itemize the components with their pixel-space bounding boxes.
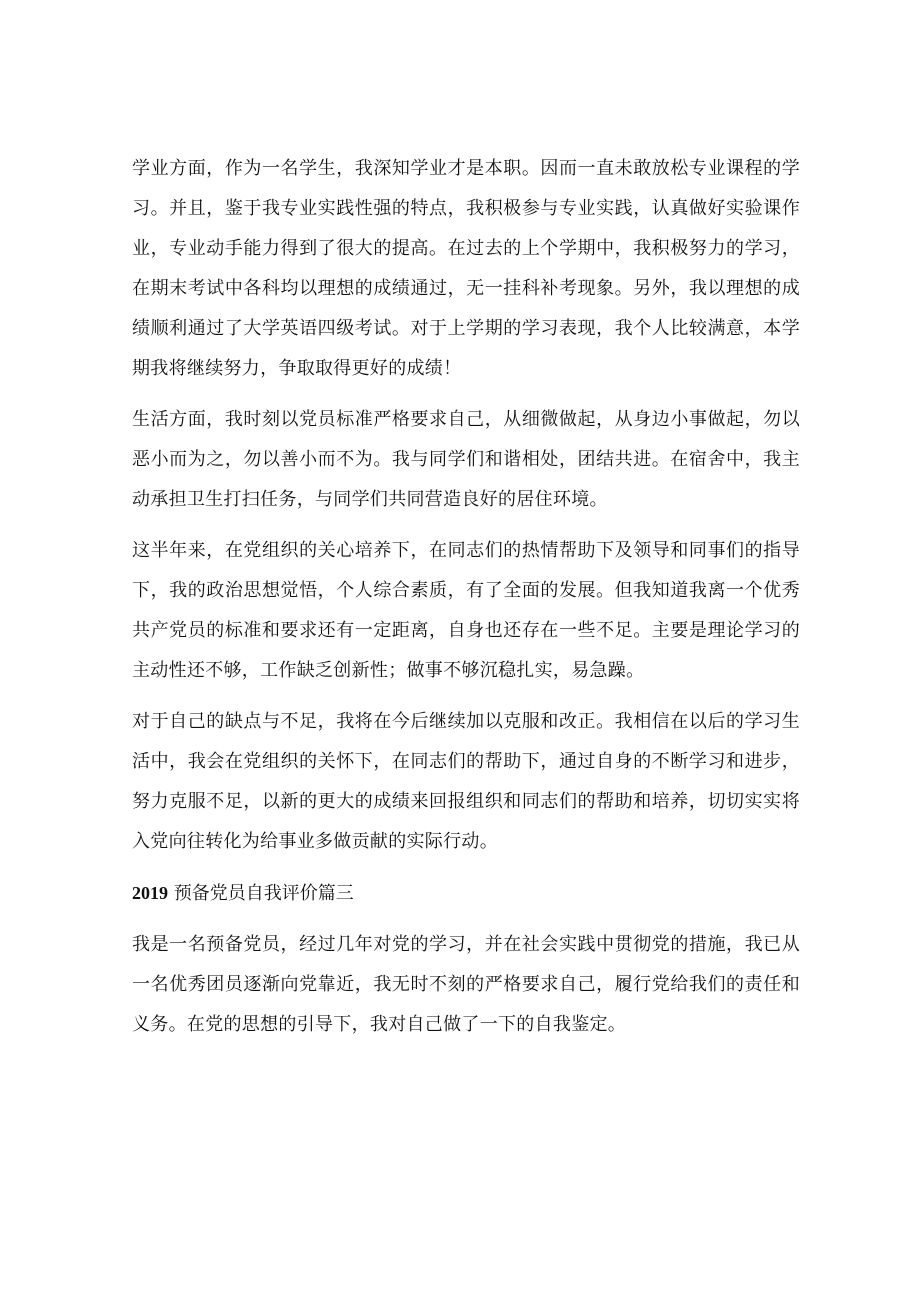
section-heading bbox=[132, 873, 800, 914]
document-body bbox=[132, 149, 800, 1056]
paragraph-self-assessment: 我是一名预备党员，经过几年对党的学习，并在社会实践中贯彻党的措施，我已从一名优秀团员逐渐向党靠近，我无时不刻的严格要求自己，履行党给我们的责任和义务。在党的思想的引导下，我对自己做了一下的自我鉴定。 bbox=[132, 934, 800, 1035]
paragraph-improvement: 对于自己的缺点与不足，我将在今后继续加以克服和改正。我相信在以后的学习生活中，我会在党组织的关怀下，在同志们的帮助下，通过自身的不断学习和进步，努力克服不足，以新的更大的成绩来回报组织和同志们的帮助和培养，切切实实将入党向往转化为给事业多做贡献的实际行动。 bbox=[132, 711, 800, 852]
paragraph-academics: 学业方面，作为一名学生，我深知学业才是本职。因而一直未敢放松专业课程的学习。并且，鉴于我专业实践性强的特点，我积极参与专业实践，认真做好实验课作业，专业动手能力得到了很大的提高。在过去的上个学期中，我积极努力的学习，在期末考试中各科均以理想的成绩通过，无一挂科补考现象。另外，我以理想的成绩顺利通过了大学英语四级考试。对于上学期的学习表现，我个人比较满意，本学期我将继续努力，争取取得更好的成绩！ bbox=[132, 158, 800, 379]
paragraph-life: 生活方面，我时刻以党员标准严格要求自己，从细微做起，从身边小事做起，勿以恶小而为之，勿以善小而不为。我与同学们和谐相处，团结共进。在宿舍中，我主动承担卫生打扫任务，与同学们共同营造良好的居住环境。 bbox=[132, 409, 800, 510]
section-heading-title: 预备党员自我评价篇三 bbox=[173, 883, 354, 904]
paragraph-shortcomings: 这半年来，在党组织的关心培养下，在同志们的热情帮助下及领导和同事们的指导下，我的政治思想觉悟，个人综合素质，有了全面的发展。但我知道我离一个优秀共产党员的标准和要求还有一定距离，自身也还存在一些不足。主要是理论学习的主动性还不够，工作缺乏创新性；做事不够沉稳扎实，易急躁。 bbox=[132, 540, 800, 681]
section-heading-year: 2019 bbox=[132, 883, 168, 903]
